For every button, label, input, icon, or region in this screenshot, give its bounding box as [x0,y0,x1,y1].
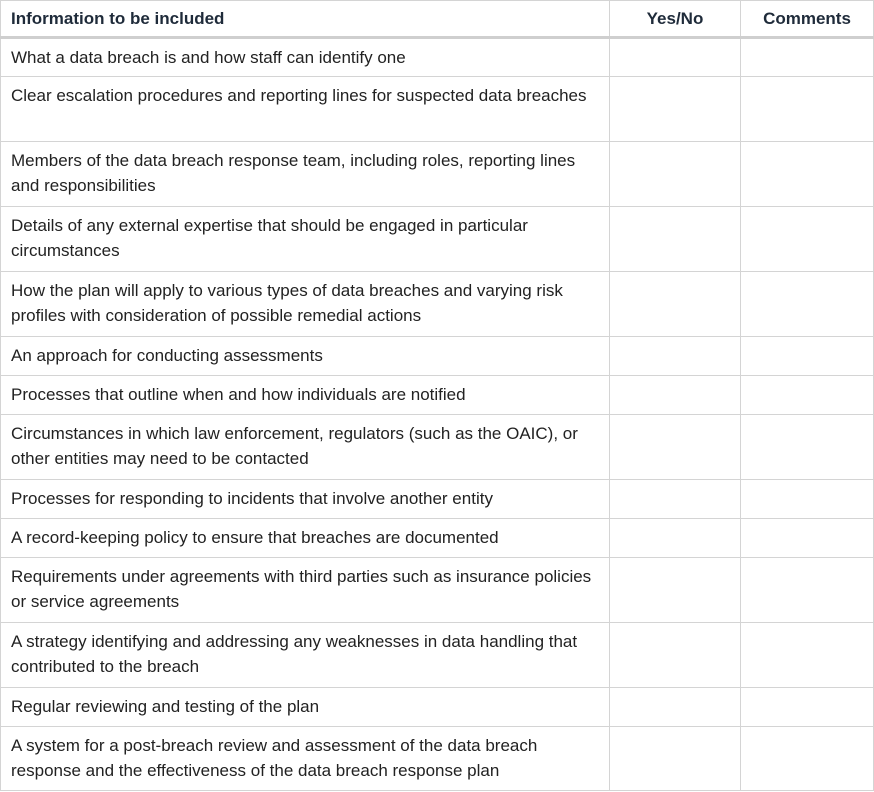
information-cell: Details of any external expertise that should be engaged in particular circumstances [1,207,610,272]
table-row [1,207,874,272]
comments-cell[interactable] [741,415,874,480]
comments-cell[interactable] [741,207,874,272]
information-cell: A system for a post-breach review and assessment of the data breach response and the effectiveness of the data breach response plan [1,727,610,791]
yes-no-cell[interactable] [610,415,741,480]
comments-cell[interactable] [741,38,874,77]
header-comments: Comments [741,1,874,38]
comments-cell[interactable] [741,688,874,727]
yes-no-cell[interactable] [610,727,741,791]
yes-no-cell[interactable] [610,558,741,623]
comments-cell[interactable] [741,623,874,688]
comments-cell[interactable] [741,337,874,376]
table-row [1,77,874,142]
yes-no-cell[interactable] [610,519,741,558]
table-row [1,623,874,688]
information-cell: What a data breach is and how staff can identify one [1,38,610,77]
comments-cell[interactable] [741,727,874,791]
table-row [1,727,874,791]
table-row [1,558,874,623]
information-cell: Clear escalation procedures and reporting lines for suspected data breaches [1,77,610,142]
header-row [1,1,874,38]
comments-cell[interactable] [741,480,874,519]
yes-no-cell[interactable] [610,77,741,142]
comments-cell[interactable] [741,272,874,337]
table-row [1,142,874,207]
information-cell: How the plan will apply to various types of data breaches and varying risk profiles with consideration of possible remedial actions [1,272,610,337]
yes-no-cell[interactable] [610,337,741,376]
yes-no-cell[interactable] [610,480,741,519]
information-cell: Regular reviewing and testing of the plan [1,688,610,727]
table-row [1,519,874,558]
header-yes-no: Yes/No [610,1,741,38]
information-cell: Processes that outline when and how individuals are notified [1,376,610,415]
information-cell: A record-keeping policy to ensure that breaches are documented [1,519,610,558]
information-cell: Processes for responding to incidents that involve another entity [1,480,610,519]
yes-no-cell[interactable] [610,207,741,272]
yes-no-cell[interactable] [610,142,741,207]
comments-cell[interactable] [741,519,874,558]
yes-no-cell[interactable] [610,38,741,77]
table-row [1,480,874,519]
information-cell: Members of the data breach response team, including roles, reporting lines and responsibilities [1,142,610,207]
table-row [1,688,874,727]
information-cell: Circumstances in which law enforcement, regulators (such as the OAIC), or other entities may need to be contacted [1,415,610,480]
table-row [1,337,874,376]
comments-cell[interactable] [741,77,874,142]
table-row [1,376,874,415]
comments-cell[interactable] [741,558,874,623]
comments-cell[interactable] [741,376,874,415]
table-row [1,272,874,337]
information-cell: Requirements under agreements with third parties such as insurance policies or service agreements [1,558,610,623]
yes-no-cell[interactable] [610,272,741,337]
information-cell: A strategy identifying and addressing any weaknesses in data handling that contributed to the breach [1,623,610,688]
yes-no-cell[interactable] [610,376,741,415]
information-cell: An approach for conducting assessments [1,337,610,376]
yes-no-cell[interactable] [610,688,741,727]
table-row [1,38,874,77]
table-row [1,415,874,480]
header-information: Information to be included [1,1,610,38]
comments-cell[interactable] [741,142,874,207]
yes-no-cell[interactable] [610,623,741,688]
